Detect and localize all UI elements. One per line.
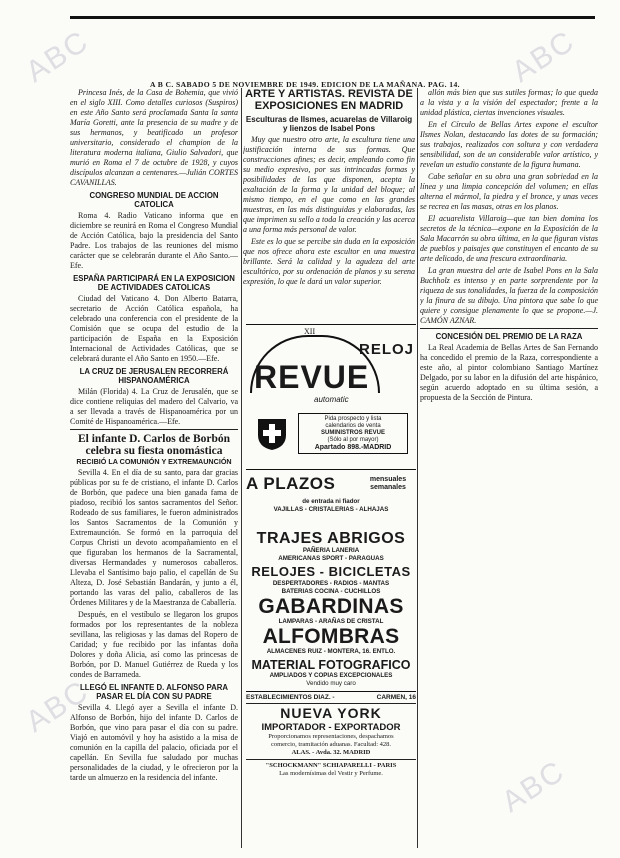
article-subtitle: Esculturas de Ilsmes, acuarelas de Villaroig y lienzos de Isabel Pons xyxy=(245,115,413,133)
article-text: Ciudad del Vaticano 4. Don Alberto Batarra, secretario de Acción Católica española, ha celebrado una conferencia con el presidente de la Comisión que se ocupa del estudio de la participación de España en la Exposición Internacional de Actividades Católicas, que se celebrará durante el Año Santo en 1950.—Efe. xyxy=(70,294,238,363)
article-text: El acuarelista Villaroig—que tan bien domina los secretos de la técnica—expone en la Exposición de la Sala Macarrón su obra última, en la que figuran vistas de pueblos y paisajes que constituyen el encanto de su arte delicado, de una frescura extraordinaria. xyxy=(420,214,598,263)
perfume-line: "SCHOCKMANN" SCHIAPARELLI - PARIS xyxy=(265,762,397,769)
article-headline: ESPAÑA PARTICIPARÁ EN LA EXPOSICION DE ACTIVIDADES CATOLICAS xyxy=(73,274,235,292)
nueva-york-line: comercio, tramitación aduanas. Facultad: 428. xyxy=(270,741,392,748)
column-2 xyxy=(243,88,415,318)
dial-numeral: XII xyxy=(304,327,316,336)
ad-reloj: RELOJ xyxy=(358,341,414,358)
ad-rule xyxy=(246,759,416,760)
relojes-title: RELOJES - BICICLETAS xyxy=(251,564,411,579)
brand-logo: REVUE xyxy=(254,359,370,395)
material-title: MATERIAL FOTOGRAFICO xyxy=(251,658,411,672)
plazos-subtitle xyxy=(250,498,412,514)
watch-ad xyxy=(246,324,416,470)
column-divider xyxy=(241,88,242,848)
article-text: La gran muestra del arte de Isabel Pons en la Sala Buchholz es intenso y en parte sorprendente por la riqueza de sus tonalidades, la fuerza de la composición y la finura de su dibujo. Una pintora que sabe lo que quiere y consigue plenamente lo que se propone.—J. CAMÓN AZNAR. xyxy=(420,266,598,325)
establecimientos-name: ESTABLECIMIENTOS DIAZ. - xyxy=(246,694,335,701)
ad-info-box xyxy=(298,413,408,454)
material-line: Vendido muy caro xyxy=(306,680,356,687)
trajes-title: TRAJES ABRIGOS xyxy=(256,530,406,547)
alfombras-title: ALFOMBRAS xyxy=(262,625,400,648)
article-headline: LLEGÓ EL INFANTE D. ALFONSO PARA PASAR EL DÍA CON SU PADRE xyxy=(80,683,228,701)
relojes-line: BATERIAS COCINA - CUCHILLOS xyxy=(281,588,381,595)
brand-tagline: automatic xyxy=(314,395,349,404)
ad-info-line: Apartado 898.-MADRID xyxy=(314,444,392,451)
article-text: La Real Academia de Bellas Artes de San Fernando ha concedido el premio de la Raza, correspondiente a este año, al pintor colombiano Santiago Martínez Delgado, por su labor en la difusión del arte hispánico, según acuerdo adoptado en su última sesión, a propuesta de la Sección de Pintura. xyxy=(420,343,598,402)
column-3 xyxy=(420,88,598,858)
page-header: A B C. SABADO 5 DE NOVIEMBRE DE 1949. EDICION DE LA MAÑANA. PAG. 14. xyxy=(150,80,460,89)
watermark: ABC xyxy=(20,24,95,89)
article-title: ARTE Y ARTISTAS. REVISTA DE EXPOSICIONES EN MADRID xyxy=(245,88,413,112)
article-text: allón más bien que sus sutiles formas; lo que queda a la vista y a la visión del espectador; frente a la unidad plástica, ciertas invenciones visuales. xyxy=(420,88,598,117)
ad-rule xyxy=(246,703,416,704)
article-text: Princesa Inés, de la Casa de Bohemia, que vivió en el siglo XIII. Como detalles curiosos (Suspiros) en este Año Santo será proclamada Santa la santa María Goretti, ante la presencia de su madre y de sus hermanos, y beatificado un profesor universitario, considerado el champion de la literatura moderna italiana, Giulio Salvadori, que murió en Roma el 7 de octubre de 1928, y cuyos discípulos alcanzan a centenares.—Julián CORTES CAVANILLAS. xyxy=(70,88,238,187)
ad-info-line: SUMINISTROS REVUE xyxy=(320,430,385,436)
watermark: ABC xyxy=(20,674,95,739)
alfombras-subtitle: ALMACENES RUIZ - MONTERA, 16. ENTLO. xyxy=(266,648,396,655)
plazos-title: A PLAZOS xyxy=(246,474,336,493)
trajes-subtitle: AMERICANAS SPORT - PARAGUAS xyxy=(278,555,384,562)
article-text: Después, en el vestíbulo se llegaron los grupos formados por los representantes de la nobleza sevillana, las religiosas y las damas del Ropero de Caridad; y fue recibido por las infantas doña Dolores y doña Alicia, así como las princesas de Borbón, por D. Manuel Gutiérrez de Rueda y los condes de Barrameda. xyxy=(70,610,238,679)
watermark: ABC xyxy=(506,24,581,89)
swiss-cross-icon xyxy=(256,415,288,451)
watermark: ABC xyxy=(496,754,571,819)
nueva-york-line: ALAS. - Avda. 32. MADRID xyxy=(291,749,371,756)
plazos-side: mensuales semanales xyxy=(369,476,407,491)
article-text: Cabe señalar en su obra una gran sobriedad en la línea y una limpia concepción del volumen; en ellas alterna el mármol, la piedra y el bronce, y unas veces se recrea en las masas, otras en los planos. xyxy=(420,172,598,211)
material-line: AMPLIADOS Y COPIAS EXCEPCIONALES xyxy=(269,672,393,679)
plazos-ad xyxy=(246,474,416,530)
column-divider xyxy=(417,88,418,848)
establecimientos-row xyxy=(246,691,416,701)
perfume-line: Las modernísimas del Vestir y Perfume. xyxy=(279,770,383,777)
ad-info-line: calendarios de venta xyxy=(325,423,381,429)
section-rule xyxy=(420,328,598,329)
column-1 xyxy=(70,88,238,858)
article-text: Este es lo que se percibe sin duda en la exposición que nos ofrece ahora este escultor en una muestra brillante. Será la calidad y la agudeza del arte escultórico, por su ordenación de planos y su serena expresión, lo que le dará un valor superior. xyxy=(243,237,415,286)
plazos-line: VAJILLAS - CRISTALERIAS - ALHAJAS xyxy=(273,506,389,513)
relojes-line: DESPERTADORES - RADIOS - MANTAS xyxy=(272,580,390,587)
plazos-line: de entrada ni fiador xyxy=(302,498,360,505)
establecimientos-address: CARMEN, 16 xyxy=(376,694,416,701)
article-text: Milán (Florida) 4. La Cruz de Jerusalén, que se dice contiene reliquias del madero del Calvario, va a ser llevada a través de Hispanoamérica por un Comité de Hispanoamérica.—Efe. xyxy=(70,387,238,426)
section-rule xyxy=(70,429,238,430)
article-headline: CONCESIÓN DEL PREMIO DE LA RAZA xyxy=(435,332,583,341)
top-rule xyxy=(70,16,595,19)
nueva-york-title: NUEVA YORK xyxy=(280,705,382,721)
article-text: Sevilla 4. Llegó ayer a Sevilla el infante D. Alfonso de Borbón, hijo del infante D. Carlos de Borbón, que vino para pasar el día con su padre. Viajó en automóvil y hoy ha asistido a la misa de comunión en la capilla del palacio, oficiada por el capellán. En Sevilla fue saludado por muchas personalidades de la ciudad, y le ofrecieron por la tarde un almuerzo en la residencia del infante. xyxy=(70,703,238,782)
ad-info-line: (Sólo al por mayor) xyxy=(327,437,379,443)
importador-title: IMPORTADOR - EXPORTADOR xyxy=(261,722,401,733)
gabardinas-title: GABARDINAS xyxy=(258,595,404,618)
article-headline: LA CRUZ DE JERUSALEN RECORRERÁ HISPANOAMÉRICA xyxy=(79,367,229,385)
nueva-york-line: Proporcionamos representaciones, despachamos xyxy=(268,733,394,740)
article-text: Roma 4. Radio Vaticano informa que en diciembre se reunirá en Roma el Congreso Mundial de Acción Católica, bajo la presidencia del Santo Padre. Los trabajos de las reuniones del mismo carácter que se celebrarán durante el Año Santo.—Efe. xyxy=(70,211,238,270)
article-title: El infante D. Carlos de Borbón celebra su fiesta onomástica xyxy=(77,433,231,457)
trajes-side: PAÑERIA LANERIA xyxy=(302,547,360,554)
article-subtitle: RECIBIÓ LA COMUNIÓN Y EXTREMAUNCIÓN xyxy=(76,457,232,466)
advertisement xyxy=(246,324,416,858)
article-text: En el Círculo de Bellas Artes expone el escultor Ilsmes Nolan, destacando las dotes de su formación; sus trabajos, realizados con soltura y con verdadera sensibilidad, son de un considerable valor artístico, y revelan un estudio constante de la figura humana. xyxy=(420,120,598,169)
article-headline: CONGRESO MUNDIAL DE ACCION CATOLICA xyxy=(89,191,219,209)
article-text: Muy que nuestro otro arte, la escultura tiene una justificación interna de sus formas. Que construcciones afines; es decir, empleando como fin su medio expresivo, por sus intrincadas formas y posibilidades de las que disponen, acepta la exaltación de la forma y la unidad del bloque; al mismo tiempo, en el que como en las grandes muestras, en las más distinguidas y elaboradas, las que imprimen su sello a toda la creación y las acerca a una forma más personal de valor. xyxy=(243,135,415,234)
article-text: Sevilla 4. En el día de su santo, para dar gracias públicas por su fe de cristiano, el infante D. Carlos de Borbón, que padece una bien ganada fama de piadoso, recibió los santos sacramentos del Señor. Rodeado de sus familiares, le fueron administrados los Santos Sacramentos de la Comunión y Extremaunción. Se formó en la parroquia del Corpus Christi un devoto acompañamiento en el que figuraban los hermanos de la Sacramental, diversas Hermandades y numerosos caballeros. Llevaba el Santísimo bajo palio, el capellán de Su Alteza, D. José Sebastián Bandarán, y junto a él, portando las varas del palio, caballeros de las Órdenes Militares y de la Maestranza de Caballería. xyxy=(70,468,238,607)
ad-info-line: Pida prospecto y lista xyxy=(324,416,382,422)
gabardinas-subtitle: LAMPARAS - ARAÑAS DE CRISTAL xyxy=(278,618,384,625)
